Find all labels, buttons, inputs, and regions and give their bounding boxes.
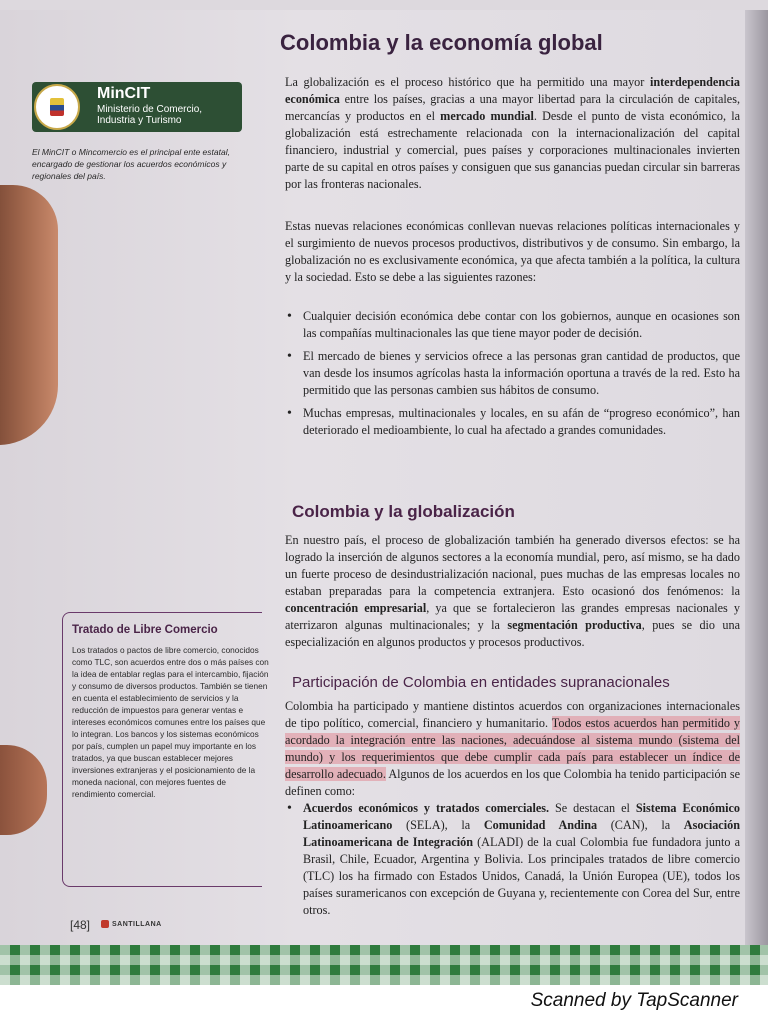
logo-caption: El MinCIT o Mincomercio es el principal ente estatal, encargado de gestionar los acuerdos económicos y regionales del país. [32,147,230,181]
reasons-list [285,308,740,445]
list-item: • Acuerdos económicos y tratados comerciales. Se destacan el Sistema Económico Latinoamericano (SELA), la Comunidad Andina (CAN), la Asociación Latinoamericana de Integración (ALADI) de la cual Colombia fue fundadora junto a Brasil, Chile, Ecuador, Argentina y Bolivia. Los principales tratados de libre comercio (TLC) los ha firmado con Estados Unidos, Canadá, la Unión Europea (UE), todos los países suramericanos con excepción de Guyana y, recientemente con Corea del Sur, entre otros. [285,800,740,919]
publisher-logo-icon [101,920,109,928]
subsection-heading: Participación de Colombia en entidades supranacionales [292,674,670,691]
paragraph-relations: Estas nuevas relaciones económicas conllevan nuevas relaciones políticas internacionales y el surgimiento de nuevos procesos productivos, distributivos y de consumo. Sin embargo, la globalización no es exclusivamente económica, ya que afecta también a la política, la cultura y la sociedad. Esto se debe a las siguientes razones: [285,219,740,284]
paragraph-globalization: En nuestro país, el proceso de globalización también ha generado diversos efectos: se ha logrado la inserción de algunos sectores a la economía mundial, pero, así mismo, se ha dado un fuerte proceso de desindustrialización nacional, pues muchas de las empresas locales no estaban preparadas para la competencia extranjera. Esto ocasionó dos fenómenos: la concentración empresarial, ya que se fortalecieron las grandes empresas nacionales y aterrizaron algunas multinacionales; y la segmentación productiva, pues se dio una especialización en algunos productos y procesos productivos. [285,533,740,649]
logo-title: MinCIT [97,85,151,102]
list-item: • Muchas empresas, multinacionales y locales, en su afán de “progreso económico”, han deteriorado el medioambiente, lo cual ha afectado a grandes comunidades. [285,405,740,439]
agreements-list [285,800,740,925]
publisher-name: SANTILLANA [112,921,162,928]
scan-caption: Scanned by TapScanner [530,990,738,1011]
page-title: Colombia y la economía global [280,30,603,55]
logo-subtitle: Ministerio de Comercio, Industria y Turismo [97,104,203,126]
hand-thumb [0,185,58,445]
page-edge [745,10,768,955]
tlc-title: Tratado de Libre Comercio [72,624,218,636]
paragraph-intro: La globalización es el proceso histórico que ha permitido una mayor interdependencia económica entre los países, gracias a una mayor libertad para la circulación de capitales, mercancías y productos en el mercado mundial. Desde el punto de vista económico, la globalización está estrechamente relacionada con la internacionalización del capital financiero, industrial y comercial, pues países y corporaciones multinacionales invierten parte de su capital en otros países y consiguen que sus ganancias puedan circular sin barreras por las fronteras nacionales. [285,75,740,191]
highlighted-text: Todos estos acuerdos han permitido y acordado la integración entre las naciones, adecuándose al sistema mundo (sistema del mundo) y los requerimientos que debe cumplir cada país para establecer un índice de desarrollo adecuado. [285,716,740,781]
section-heading: Colombia y la globalización [292,502,515,521]
tablecloth [0,945,768,985]
coat-of-arms-icon [34,84,80,130]
list-item: • Cualquier decisión económica debe contar con los gobiernos, aunque en ocasiones son las compañías multinacionales las que tiene mayor poder de decisión. [285,308,740,342]
list-item: • El mercado de bienes y servicios ofrece a las personas gran cantidad de productos, que van desde los insumos agrícolas hasta la información oportuna a través de la red. Esto ha permitido que las personas cambien sus hábitos de consumo. [285,348,740,399]
tlc-body: Los tratados o pactos de libre comercio, conocidos como TLC, son acuerdos entre dos o más países con la idea de entablar reglas para el intercambio, fijación y consumo de diversos productos. También se tienen en cuenta el establecimiento de servicios y la reducción de impuestos para generar ventas e intereses económicos comunes entre los países que lo integran. Los bancos y los sistemas económicos por país, cumplen un papel muy importante en los tratados, ya que buscan establecer mejores inversiones extranjeras y el posicionamiento de la moneda nacional, con mejores fuentes de rendimiento comercial. [72,645,269,799]
mincit-logo [32,82,242,132]
page-number: [48] [70,918,91,932]
paragraph-participation: Colombia ha participado y mantiene distintos acuerdos con organizaciones internacionales de tipo político, comercial, financiero y humanitario. Todos estos acuerdos han permitido y acordado la integración entre las naciones, adecuándose al sistema mundo (sistema del mundo) y los requerimientos que debe cumplir cada país para establecer un índice de desarrollo adecuado. Algunos de los acuerdos en los que Colombia ha tenido participación se definen como: [285,699,740,798]
